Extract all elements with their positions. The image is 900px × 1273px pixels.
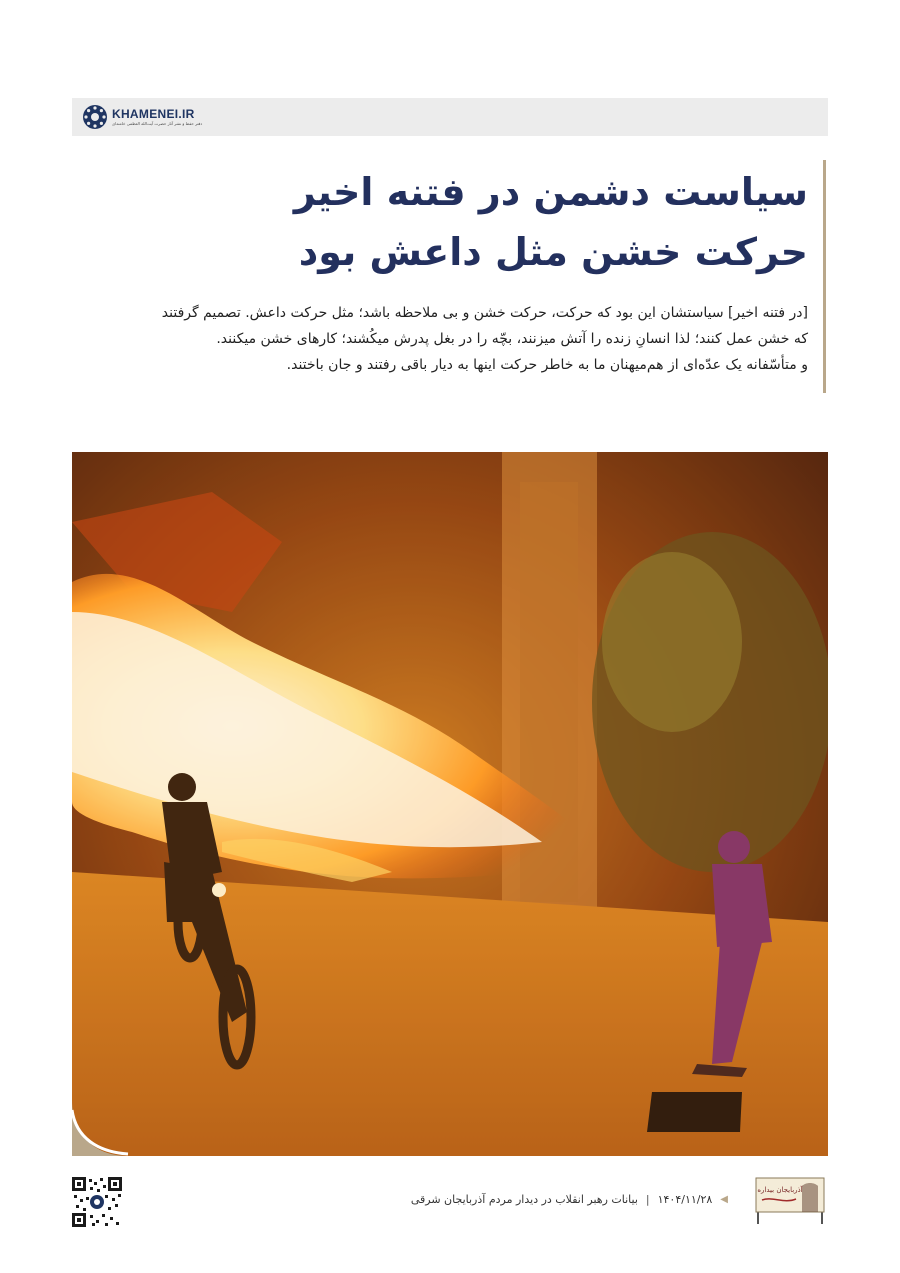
title-line: سیاست دشمن در فتنه اخیر [293,170,808,214]
photo-fire-scene [72,452,828,1156]
banner-text: آذربایجان بیداره [757,1186,803,1194]
title-line: حرکت خشن مثل داعش بود [298,230,808,274]
corner-ornament [72,1100,192,1156]
protest-banner-image [752,1172,828,1224]
site-logo[interactable] [82,104,202,130]
quote-line: که خشن عمل کنند؛ لذا انسانِ زنده را آتش میزنند، بچّه را در بغل پدرش میکُشند؛ کارهای خشن میکنند. [216,331,808,347]
logo-tagline: دفتر حفظ و نشر آثار حضرت آیت‌الله العظمی خامنه‌ای [112,120,203,126]
quote-body [68,300,808,378]
logo-name: KHAMENEI.IR [112,106,195,121]
caption-separator: | [645,1193,650,1206]
source-caption [411,1193,728,1206]
caption-arrow-icon: ◀ [720,1194,728,1205]
news-photo [72,452,828,1156]
caption-source: بیانات رهبر انقلاب در دیدار مردم آذربایجان شرقی [410,1193,638,1206]
page-title [148,162,808,282]
title-accent-bar [823,160,826,393]
header-bar [72,98,828,136]
qr-code-icon[interactable] [72,1177,122,1227]
caption-date: ۱۴۰۴/۱۱/۲۸ [657,1193,713,1206]
quote-line: و متأسّفانه یک عدّه‌ای از هم‌میهنان ما به خاطر حرکت اینها به دیار باقی رفتند و جان باختند. [286,357,808,373]
quote-line: [در فتنه اخیر] سیاستشان این بود که حرکت، حرکت خشن و بی ملاحظه باشد؛ مثل حرکت داعش. تصمیم گرفتند [161,305,808,321]
logo-emblem-icon [82,104,108,130]
